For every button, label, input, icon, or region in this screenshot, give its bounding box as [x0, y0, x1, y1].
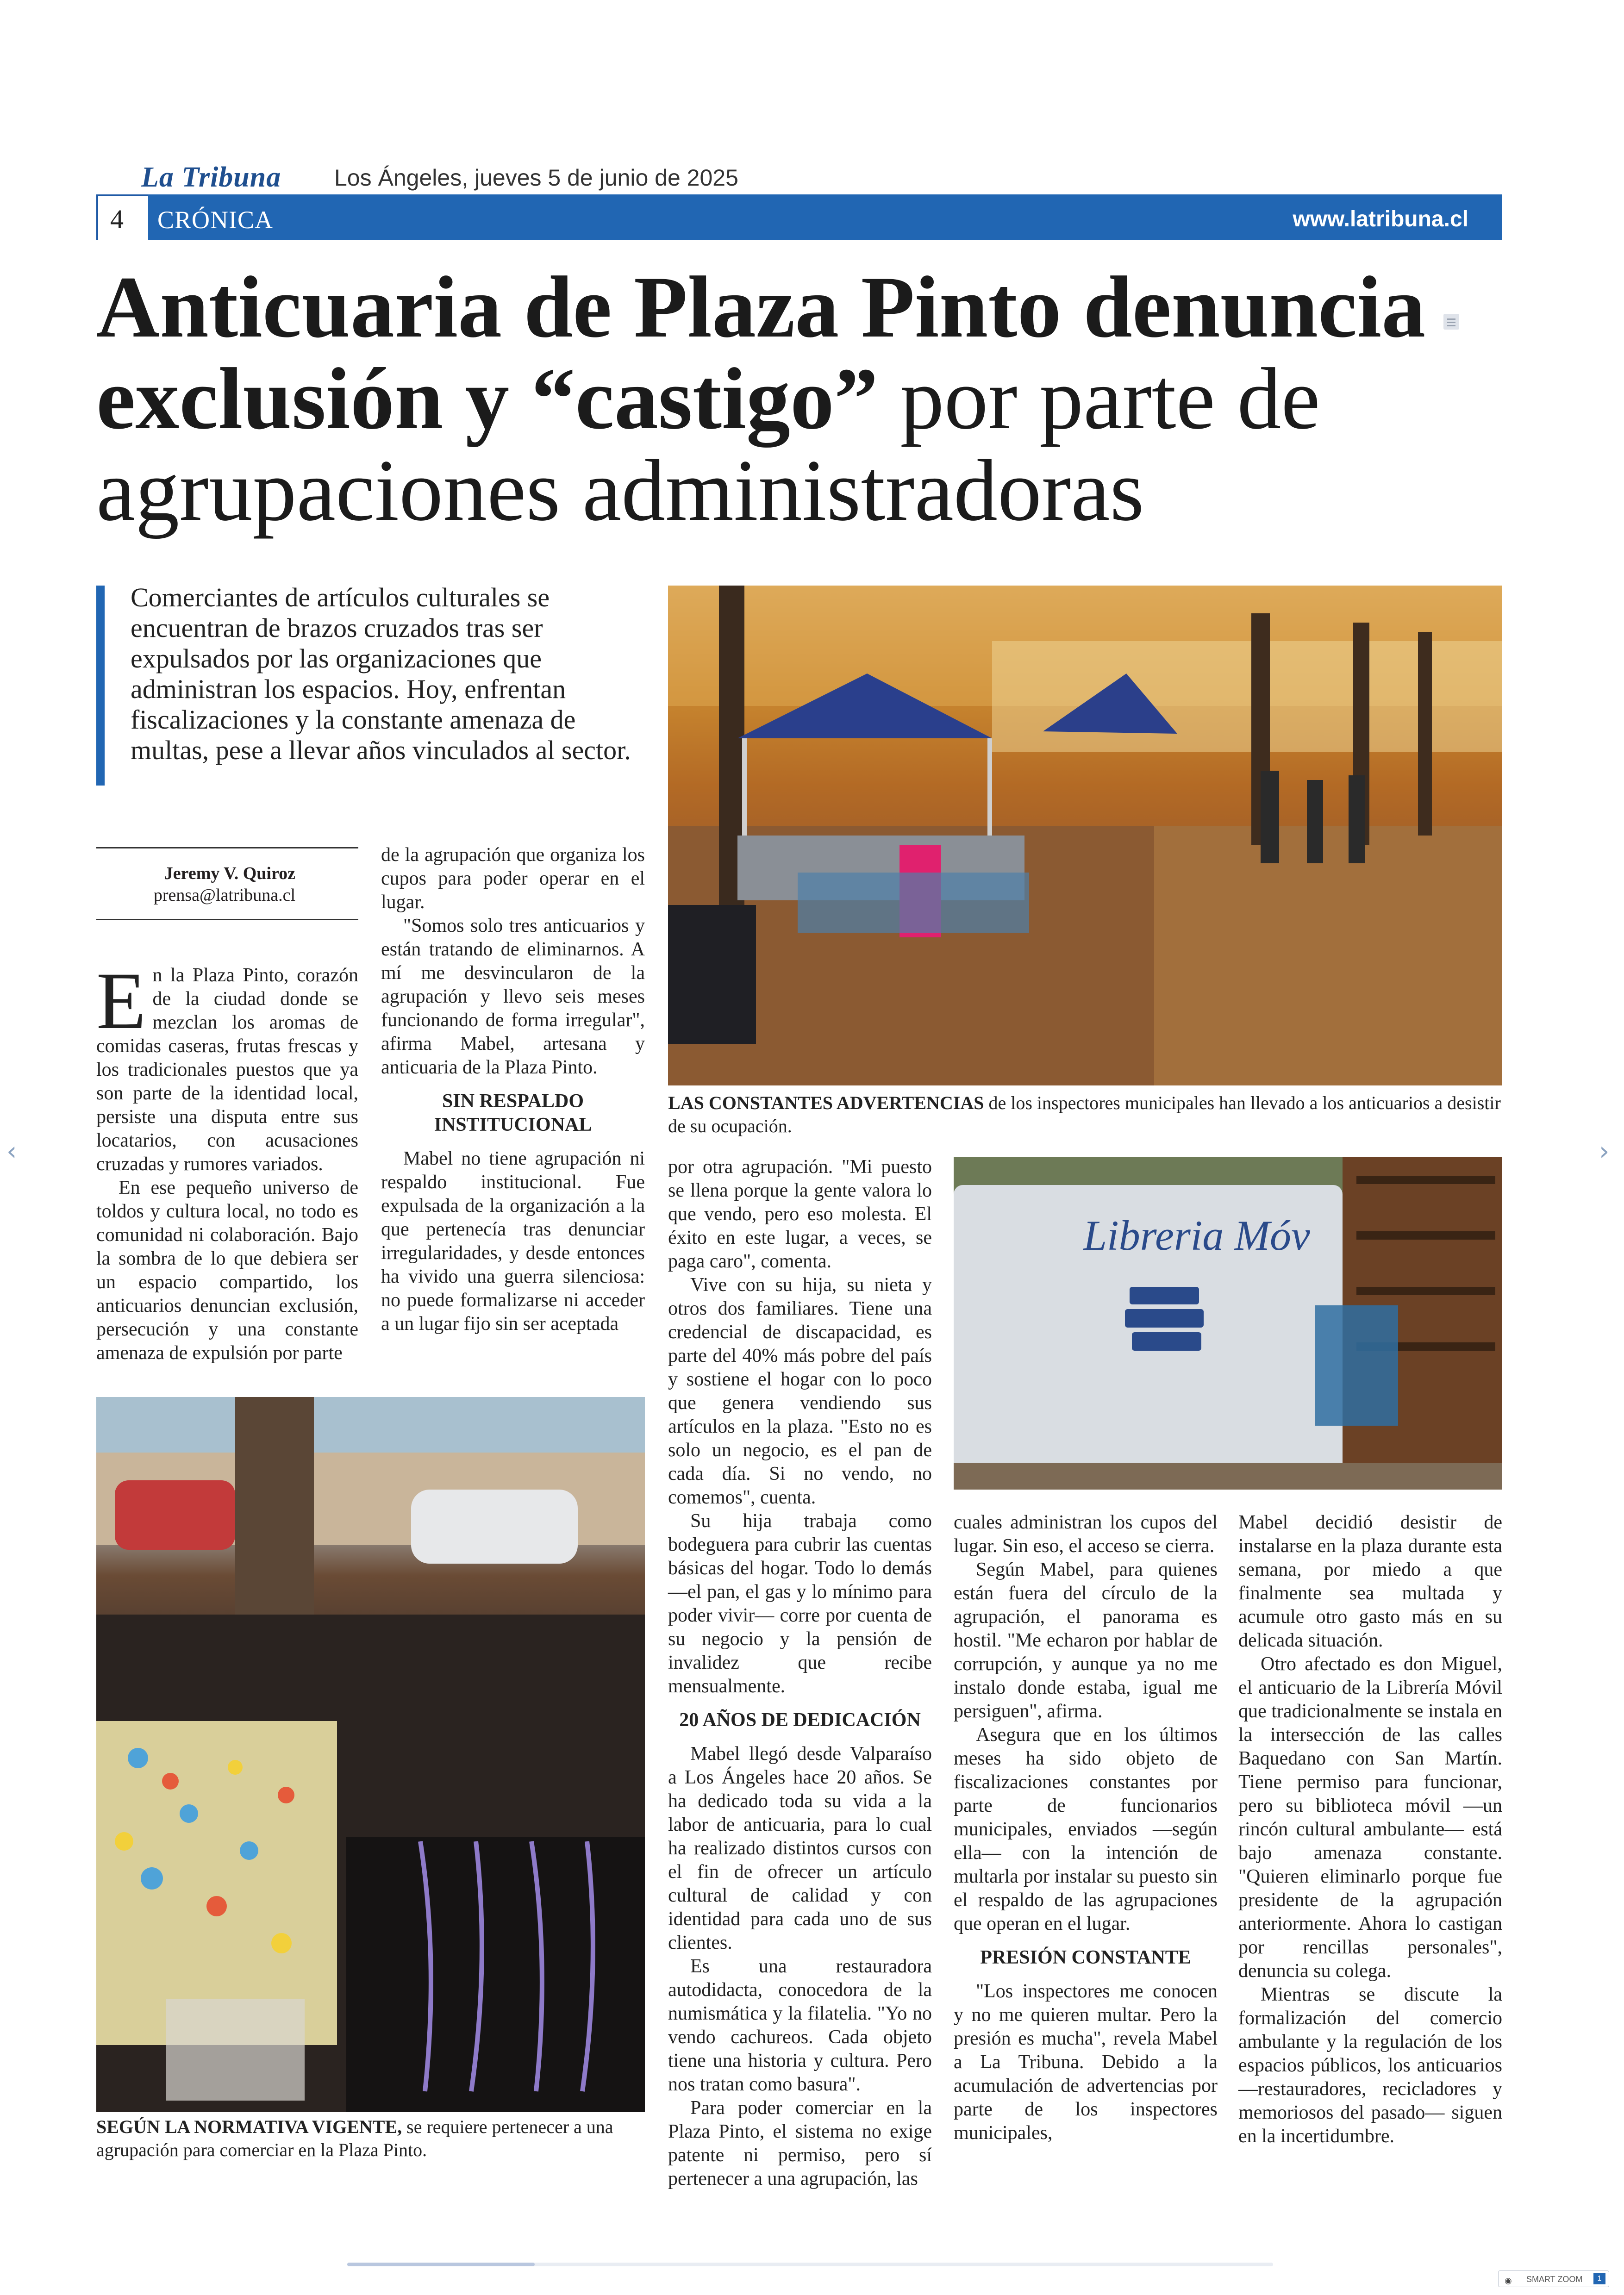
drop-cap: E [96, 956, 146, 1046]
headline-line-2 [96, 350, 1485, 448]
lead-paragraph: Comerciantes de artículos culturales se encuentran de brazos cruzados tras ser expulsados por las organizaciones que administran los espacios. Hoy, enfrentan fiscalizaciones y la constante amenaza de multas, pese a llevar años vinculados al sector. [131, 582, 631, 765]
paragraph-7: Vive con su hija, su nieta y otros dos familiares. Tiene una credencial de discapacidad, es parte del 40% más pobre del país y sostiene el hogar con lo poco que genera vendiendo sus artículos en la plaza. "Esto no es solo un negocio, es el pan de cada día. Si no vendo, no comemos", cuenta. [668, 1274, 932, 1508]
photo-mobile-library-van [954, 1157, 1502, 1490]
paragraph-5: Mabel no tiene agrupación ni respaldo institucional. Fue expulsada de la organización a la que pertenecía tras denunciar irregularidades, y desde entonces ha vivido una guerra silenciosa: no puede formalizarse ni acceder a un lugar fijo sin ser aceptada [381, 1148, 645, 1335]
smart-zoom-button[interactable]: SMART ZOOM [1498, 2270, 1609, 2287]
headline-line-2-rest: por parte de [878, 350, 1320, 448]
paragraph-14: Asegura que en los últimos meses ha sido objeto de fiscalizaciones constantes por parte de funcionarios municipales, enviados —según ella— con la intención de multarla por instalar su puesto sin el respaldo de las agrupaciones que operan en el lugar. [954, 1724, 1218, 1934]
caption-photo-1 [668, 1091, 1502, 1138]
newspaper-logo: La Tribuna [141, 162, 281, 193]
paragraph-8: Su hija trabaja como bodeguera para cubrir las cuentas básicas del hogar. Todo lo demás —el pan, el gas y lo mínimo para poder vivir— corre por cuenta de su negocio y la pensión de invalidez que recibe mensualmente. [668, 1510, 932, 1697]
paragraph-10: Es una restauradora autodidacta, conocedora de la numismática y la filatelia. "Yo no vendo cachureos. Cada objeto tiene una historia y cultura. Pero nos tratan como basura". [668, 1956, 932, 2095]
paragraph-1 [96, 956, 358, 1176]
subheading-20-anos: 20 AÑOS DE DEDICACIÓN [679, 1709, 921, 1731]
caption-photo-1-bold: LAS CONSTANTES ADVERTENCIAS [668, 1092, 984, 1113]
article-column-3 [668, 1155, 932, 2191]
photo-market-stalls-drawing [668, 586, 1502, 1085]
dateline: Los Ángeles, jueves 5 de junio de 2025 [334, 165, 738, 191]
headline-line-1: Anticuaria de Plaza Pinto denuncia [96, 259, 1426, 356]
page-number: 4 [110, 204, 124, 234]
caption-photo-3-rest: se requiere pertenecer a una agrupación para comerciar en la Plaza Pinto. [96, 2116, 613, 2160]
article-column-1 [96, 956, 358, 1365]
paragraph-4: "Somos solo tres anticuarios y están tratando de eliminarnos. A mí me desvincularon de la agrupación y llevo seis meses funcionando de forma irregular", afirma Mabel, artesana y anticuaria de la Plaza Pinto. [381, 915, 645, 1078]
eye-icon: ◉ [1505, 2276, 1512, 2286]
paragraph-2: En ese pequeño universo de toldos y cultura local, no todo es comunidad ni colaboración. Bajo la sombra de lo que debiera ser un espacio compartido, los anticuarios denuncian exclusión, persecución y una constante amenaza de expulsión por parte [96, 1177, 358, 1364]
photo-market-stalls [668, 586, 1502, 1085]
caption-photo-1-rest: de los inspectores municipales han llevado a los anticuarios a desistir de su ocupación. [668, 1092, 1501, 1136]
previous-page-arrow-icon[interactable]: ‹ [6, 1136, 17, 1166]
byline-rule-bottom [96, 919, 358, 920]
paragraph-15: "Los inspectores me conocen y no me quieren multar. Pero la presión es mucha", revela Mabel a La Tribuna. Debido a la acumulación de advertencias por parte de los inspectores municipales, [954, 1981, 1218, 2144]
headline-line-2-bold: exclusión y “castigo” [96, 350, 878, 448]
van-sign-text: Libreria Móv [1083, 1212, 1310, 1259]
website-url: www.latribuna.cl [1293, 207, 1468, 231]
paragraph-9: Mabel llegó desde Valparaíso a Los Ángeles hace 20 años. Se ha dedicado toda su vida a la labor de anticuaria, para lo cual ha realizado distintos cursos con el fin de ofrecer un artículo cultural de calidad y con identidad para cada uno de sus clientes. [668, 1743, 932, 1953]
paragraph-11: Para poder comerciar en la Plaza Pinto, el sistema no exige patente ni permiso, pero sí pertenecer a una agrupación, las [668, 2097, 932, 2189]
paragraph-16: Mabel decidió desistir de instalarse en la plaza durante esta semana, por miedo a que finalmente sea multada y acumule otro gasto más en su delicada situación. [1238, 1512, 1502, 1651]
caption-photo-3 [96, 2115, 647, 2162]
headline-line-3: agrupaciones administradoras [96, 442, 1144, 539]
note-icon[interactable] [1443, 314, 1459, 330]
section-label: CRÓNICA [148, 194, 1502, 240]
lead-accent-bar [96, 586, 105, 786]
paragraph-1-text: n la Plaza Pinto, corazón de la ciudad donde se mezclan los aromas de comidas caseras, frutas frescas y los tradicionales puestos que ya son parte de la identidad local, persiste una disputa entre sus locatarios, con acusaciones cruzadas y rumores variados. [96, 965, 358, 1175]
paragraph-18: Mientras se discute la formalización del comercio ambulante y la regulación de los espacios públicos, los anticuarios —restauradores, recicladores y memoriosos del pasado— siguen en la incertidumbre. [1238, 1984, 1502, 2147]
byline-rule-top [96, 847, 358, 848]
headline [96, 259, 1485, 539]
paragraph-12: cuales administran los cupos del lugar. Sin eso, el acceso se cierra. [954, 1512, 1218, 1557]
caption-photo-3-bold: SEGÚN LA NORMATIVA VIGENTE, [96, 2116, 402, 2137]
article-column-4 [954, 1511, 1218, 2145]
paragraph-17: Otro afectado es don Miguel, el anticuario de la Librería Móvil que tradicionalmente se instala en la intersección de las calles Baquedano con San Martín. Tiene permiso para funcionar, pero su biblioteca móvil —un rincón cultural ambulante— está bajo amenaza constante. "Quieren eliminarlo porque fue presidente de la agrupación anteriormente. Ahora lo castigan por rencillas personales", denuncia su colega. [1238, 1653, 1502, 1982]
paragraph-13: Según Mabel, para quienes están fuera del círculo de la agrupación, el panorama es hostil. "Me echaron por hablar de corrupción, y aunque ya no me instalo donde estaba, igual me persiguen", afirma. [954, 1559, 1218, 1722]
next-page-arrow-icon[interactable]: › [1599, 1136, 1610, 1166]
photo-mobile-library-drawing [954, 1157, 1502, 1490]
paragraph-6: por otra agrupación. "Mi puesto se llena porque la gente valora lo que vendo, pero eso molesta. El éxito en este lugar, a veces, se paga caro", comenta. [668, 1156, 932, 1272]
article-column-2 [381, 843, 645, 1336]
byline-name: Jeremy V. Quiroz [164, 864, 295, 883]
paragraph-3: de la agrupación que organiza los cupos para poder operar en el lugar. [381, 844, 645, 913]
subheading-presion: PRESIÓN CONSTANTE [980, 1947, 1191, 1968]
zoom-count-badge: 1 [1593, 2273, 1605, 2284]
subheading-sin-respaldo: SIN RESPALDO INSTITUCIONAL [434, 1091, 592, 1135]
byline-email[interactable]: prensa@latribuna.cl [153, 886, 295, 905]
scrollbar-thumb[interactable] [347, 2263, 535, 2266]
article-column-5 [1238, 1511, 1502, 2148]
photo-antiques-stall [96, 1397, 645, 2112]
photo-antiques-stall-drawing [96, 1397, 645, 2112]
